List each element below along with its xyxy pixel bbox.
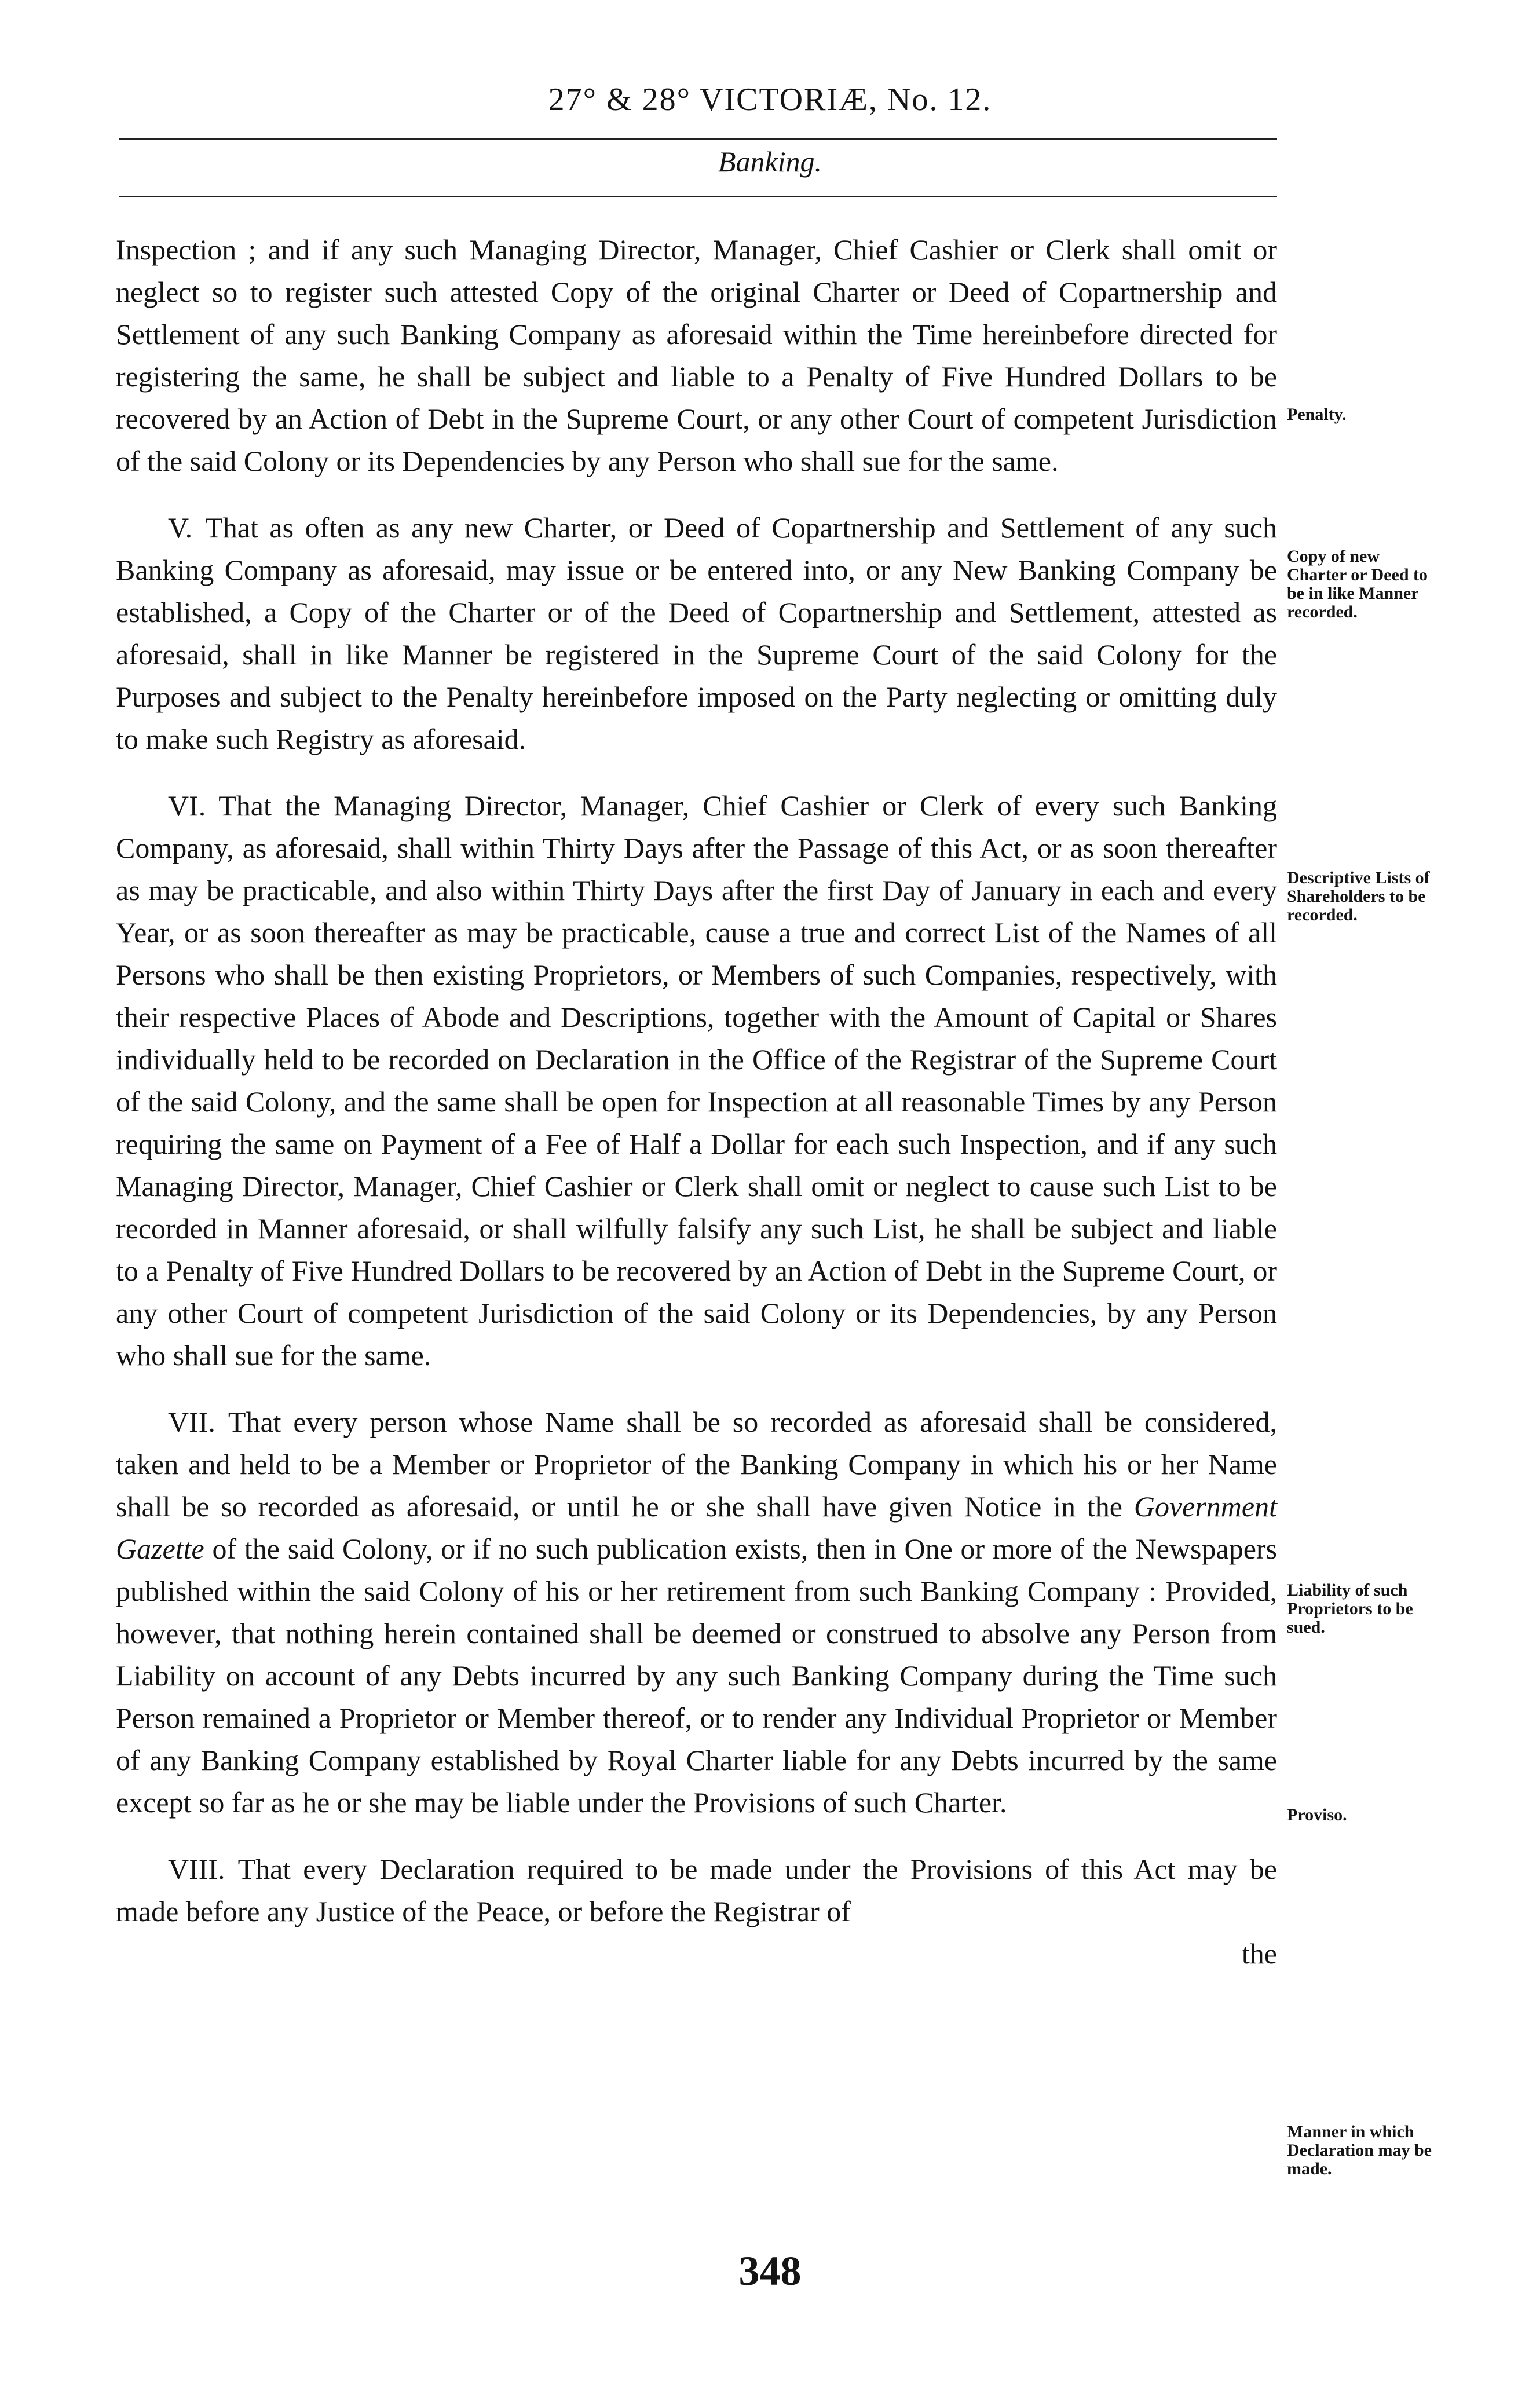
gazette-title: Government Gazette: [116, 1490, 1278, 1565]
section-number: VIII.: [168, 1853, 225, 1885]
page-number: 348: [738, 2248, 802, 2294]
running-head-subtitle: Banking.: [718, 145, 822, 178]
paragraph-continuation: [116, 229, 1277, 482]
section-viii: [116, 1848, 1277, 1933]
section-number: VII.: [168, 1406, 215, 1438]
running-head-title: 27° & 28° VICTORIÆ, No. 12.: [548, 82, 992, 118]
paragraph-text: That the Managing Director, Manager, Chief Cashier or Clerk of every such Banking Company, as aforesaid, shall within Thirty Days after the Passage of this Act, or as soon thereafter as may be practicable, and also within Thirty Days after the first Day of January in each and every Year, or as soon thereafter as may be practicable, cause a true and correct List of the Names of all Persons who shall be then existing Proprietors, or Members of such Companies, respectively, with their respective Places of Abode and Descriptions, together with the Amount of Capital or Shares individually held to be recorded on Declaration in the Office of the Registrar of the Supreme Court of the said Colony, and the same shall be open for Inspection at all reasonable Times by any Person requiring the same on Payment of a Fee of Half a Dollar for each such Inspection, and if any such Managing Director, Manager, Chief Cashier or Clerk shall omit or neglect to cause such List to be recorded in Manner aforesaid, or shall wilfully falsify any such List, he shall be subject and liable to a Penalty of Five Hundred Dollars to be recovered by an Action of Debt in the Supreme Court, or any other Court of competent Jurisdiction of the said Colony or its Dependencies, by any Person who shall sue for the same.: [116, 789, 1277, 1371]
paragraph-text: That every Declaration required to be made under the Provisions of this Act may be made before any Justice of the Peace, or before the Registrar of: [116, 1853, 1277, 1927]
margin-note-copy-of-new-charter: Copy of new Charter or Deed to be in like Manner recorded.: [1287, 547, 1428, 621]
section-number: V.: [168, 511, 193, 544]
header-rule-top: [119, 138, 1277, 140]
margin-note-penalty: Penalty.: [1287, 405, 1347, 424]
paragraph-text: That as often as any new Charter, or Deed of Copartnership and Settlement of any such Banking Company as aforesaid, may issue or be entered into, or any New Banking Company be established, a Copy of the Charter or of the Deed of Copartnership and Settlement, attested as aforesaid, shall in like Manner be registered in the Supreme Court of the said Colony for the Purposes and subject to the Penalty hereinbefore imposed on the Party neglecting or omitting duly to make such Registry as aforesaid.: [116, 511, 1277, 755]
catchword: the: [1241, 1937, 1277, 1970]
paragraph-text: Inspection ; and if any such Managing Director, Manager, Chief Cashier or Clerk shall omit or neglect so to register such attested Copy of the original Charter or Deed of Copartnership and Settlement of any such Banking Company as aforesaid within the Time hereinbefore directed for registering the same, he shall be subject and liable to a Penalty of Five Hundred Dollars to be recovered by an Action of Debt in the Supreme Court, or any other Court of competent Jurisdiction of the said Colony or its Dependencies by any Person who shall sue for the same.: [116, 233, 1277, 477]
margin-note-manner-declaration: Manner in which Declaration may be made.: [1287, 2122, 1432, 2178]
margin-note-descriptive-lists: Descriptive Lists of Shareholders to be recorded.: [1287, 868, 1430, 924]
section-vii: [116, 1401, 1277, 1824]
paragraph-text: That every person whose Name shall be so recorded as aforesaid shall be considered, taken and held to be a Member or Proprietor of the Banking Company in which his or her Name shall be so recorded as aforesaid, or until he or she shall have given Notice in the: [116, 1406, 1277, 1523]
margin-note-proviso: Proviso.: [1287, 1805, 1347, 1824]
margin-note-liability: Liability of such Proprietors to be sued.: [1287, 1581, 1413, 1637]
body-text: [116, 229, 1277, 1975]
section-v: [116, 507, 1277, 760]
section-vi: [116, 785, 1277, 1377]
header-rule-bottom: [119, 196, 1277, 197]
paragraph-text: of the said Colony, or if no such publication exists, then in One or more of the Newspapers published within the said Colony of his or her retirement from such Banking Company : Provided, however, that nothing herein contained shall be deemed or construed to absolve any Person from Liability on account of any Debts incurred by any such Banking Company during the Time such Person remained a Proprietor or Member thereof, or to render any Individual Proprietor or Member of any Banking Company established by Royal Charter liable for any Debts incurred by the same except so far as he or she may be liable under the Provisions of such Charter.: [116, 1532, 1278, 1819]
section-number: VI.: [168, 789, 206, 822]
